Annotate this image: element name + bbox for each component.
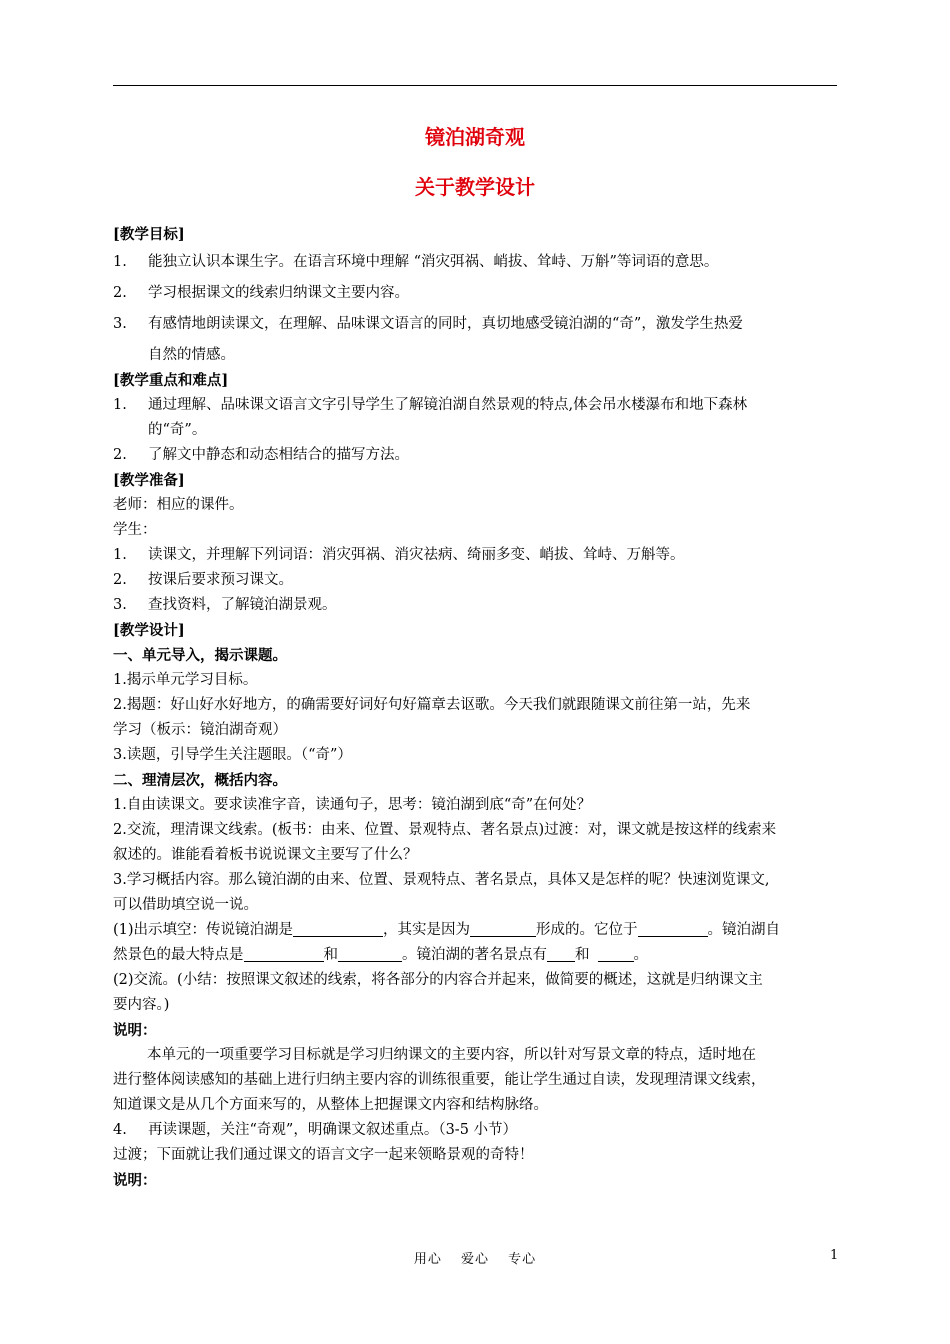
note-line: 进行整体阅读感知的基础上进行归纳主要内容的训练很重要，能让学生通过自读，发现理清课文线索，	[113, 1072, 766, 1088]
fill-text: 。	[633, 947, 648, 963]
item-number: 3.	[113, 597, 127, 613]
item-number: 3.	[113, 316, 127, 332]
fill-text: ，其实是因为	[383, 922, 471, 938]
fill-text: 形成的。它位于	[536, 922, 638, 938]
item-text: 查找资料，了解镜泊湖景观。	[148, 597, 337, 613]
item-number: 1.	[113, 547, 127, 563]
fill-text: 和	[323, 947, 338, 963]
item-number: 4.	[113, 1122, 127, 1138]
paragraph-line: (2)交流。(小结：按照课文叙述的线索，将各部分的内容合并起来，做简要的概述，这就是归纳课文主	[113, 972, 763, 988]
item-text: 了解文中静态和动态相结合的描写方法。	[148, 447, 409, 463]
design-heading: [教学设计]	[113, 622, 185, 639]
paragraph-line: 可以借助填空说一说。	[113, 897, 258, 913]
item-text: 按课后要求预习课文。	[148, 572, 293, 588]
fill-in-line	[113, 918, 837, 943]
page-number: 1	[830, 1248, 839, 1263]
fill-blank	[598, 946, 634, 962]
fill-blank	[293, 921, 383, 937]
goals-heading: [教学目标]	[113, 226, 185, 243]
paragraph-line: 1.揭示单元学习目标。	[113, 672, 258, 688]
note-heading: 说明：	[113, 1022, 157, 1039]
fill-blank	[244, 946, 324, 962]
prep-student: 学生：	[113, 522, 157, 538]
key-item	[113, 393, 837, 418]
part1-heading: 一、单元导入，揭示课题。	[113, 647, 287, 664]
prep-item	[113, 543, 837, 568]
item-number: 1.	[113, 397, 127, 413]
document-subtitle: 关于教学设计	[415, 175, 535, 199]
item-text: 有感情地朗读课文，在理解、品味课文语言的同时，真切地感受镜泊湖的“奇”，激发学生热爱	[148, 316, 743, 332]
paragraph-line: 要内容。)	[113, 997, 170, 1013]
note-line: 知道课文是从几个方面来写的，从整体上把握课文内容和结构脉络。	[113, 1097, 548, 1113]
item-text: 通过理解、品味课文语言文字引导学生了解镜泊湖自然景观的特点,体会吊水楼瀑布和地下森林	[148, 397, 748, 413]
goal-item	[113, 312, 837, 337]
item-number: 2.	[113, 285, 127, 301]
paragraph-line: 叙述的。谁能看着板书说说课文主要写了什么？	[113, 847, 418, 863]
prep-item	[113, 593, 837, 618]
item-text: 学习根据课文的线索归纳课文主要内容。	[148, 285, 409, 301]
prep-heading: [教学准备]	[113, 472, 185, 489]
item-text: 读课文，并理解下列词语：消灾弭祸、消灾祛病、绮丽多变、峭拔、耸峙、万斛等。	[148, 547, 685, 563]
part2-heading: 二、理清层次，概括内容。	[113, 772, 287, 789]
key-item	[113, 443, 837, 468]
paragraph-line: 2.交流，理清课文线索。(板书：由来、位置、景观特点、著名景点)过渡：对，课文就是按这样的线索来	[113, 822, 777, 838]
paragraph-line: 1.自由读课文。要求读准字音，读通句子，思考：镜泊湖到底“奇”在何处？	[113, 797, 592, 813]
fill-blank	[547, 946, 575, 962]
goal-item	[113, 281, 837, 306]
fill-in-line	[113, 943, 837, 968]
paragraph-line: 过渡；下面就让我们通过课文的语言文字一起来领略景观的奇特！	[113, 1147, 534, 1163]
paragraph-line	[113, 1118, 837, 1143]
item-text: 再读课题，关注“奇观”，明确课文叙述重点。（3-5 小节）	[148, 1122, 518, 1138]
fill-text: 和	[575, 947, 590, 963]
fill-text: 。镜泊湖自	[707, 922, 781, 938]
item-number: 2.	[113, 447, 127, 463]
note-line: 本单元的一项重要学习目标就是学习归纳课文的主要内容，所以针对写景文章的特点，适时地在	[147, 1047, 756, 1063]
fill-blank	[338, 946, 402, 962]
key-item-continued: 的“奇”。	[148, 422, 207, 438]
document-title: 镜泊湖奇观	[425, 125, 525, 149]
paragraph-line: 2.揭题：好山好水好地方，的确需要好词好句好篇章去讴歌。今天我们就跟随课文前往第一站，先来	[113, 697, 751, 713]
fill-text: 。镜泊湖的著名景点有	[402, 947, 547, 963]
goal-item	[113, 250, 837, 275]
item-text: 能独立认识本课生字。在语言环境中理解 “消灾弭祸、峭拔、耸峙、万斛”等词语的意思。	[148, 254, 719, 270]
key-points-heading: [教学重点和难点]	[113, 372, 229, 389]
paragraph-line: 3.学习概括内容。那么镜泊湖的由来、位置、景观特点、著名景点，具体又是怎样的呢？快速浏览课文,	[113, 872, 770, 888]
footer-motto: 用心 爱心 专心	[413, 1252, 537, 1267]
fill-blank	[638, 921, 708, 937]
paragraph-line: 学习（板示：镜泊湖奇观）	[113, 722, 287, 738]
goal-item-continued: 自然的情感。	[148, 347, 235, 363]
fill-blank	[470, 921, 536, 937]
fill-text: 然景色的最大特点是	[113, 947, 244, 963]
document-body	[113, 222, 837, 1193]
fill-text: (1)出示填空：传说镜泊湖是	[113, 922, 294, 938]
header-rule	[113, 85, 837, 86]
paragraph-line: 3.读题，引导学生关注题眼。（“奇”）	[113, 747, 352, 763]
item-number: 2.	[113, 572, 127, 588]
item-number: 1.	[113, 254, 127, 270]
prep-teacher: 老师：相应的课件。	[113, 497, 244, 513]
note-heading: 说明：	[113, 1172, 157, 1189]
prep-item	[113, 568, 837, 593]
